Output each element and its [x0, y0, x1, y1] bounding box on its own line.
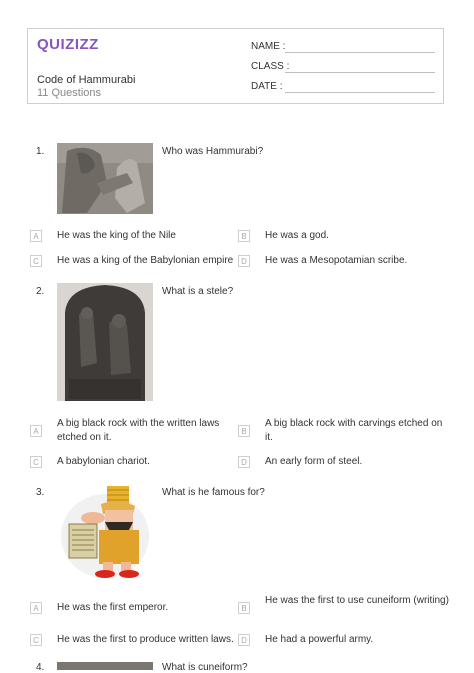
option-text[interactable]: He was the first to use cuneiform (writing) — [265, 595, 449, 606]
question-number: 3. — [36, 487, 45, 498]
worksheet-title: Code of Hammurabi — [37, 74, 136, 86]
worksheet-header — [27, 28, 444, 104]
date-label: DATE : — [251, 81, 283, 92]
stele-photo-image — [57, 283, 153, 401]
option-letter[interactable]: A — [30, 230, 42, 242]
question-number: 4. — [36, 662, 45, 673]
option-text[interactable]: A big black rock with carvings etched on it. — [265, 418, 443, 443]
name-label: NAME : — [251, 41, 286, 52]
option-text[interactable]: He had a powerful army. — [265, 634, 374, 645]
option-text[interactable]: An early form of steel. — [265, 456, 363, 467]
option-text[interactable]: He was the king of the Nile — [57, 230, 176, 241]
option-text[interactable]: He was the first emperor. — [57, 602, 169, 613]
class-label: CLASS : — [251, 61, 290, 72]
quizizz-logo: QUIZIZZ — [37, 36, 99, 53]
option-letter[interactable]: C — [30, 634, 42, 646]
option-text[interactable]: A big black rock with the written laws etched on it. — [57, 418, 220, 443]
name-line — [285, 52, 435, 53]
option-text[interactable]: He was a king of the Babylonian empire — [57, 255, 234, 266]
option-letter[interactable]: C — [30, 456, 42, 468]
stone-relief-image — [57, 143, 153, 214]
question-text: What is cuneiform? — [162, 662, 248, 673]
option-letter[interactable]: A — [30, 602, 42, 614]
question-text: Who was Hammurabi? — [162, 146, 264, 157]
date-line — [285, 92, 435, 93]
class-line — [285, 72, 435, 73]
question-text: What is he famous for? — [162, 487, 265, 498]
option-letter[interactable]: B — [238, 230, 250, 242]
name-field[interactable] — [251, 41, 285, 52]
option-text[interactable]: He was a god. — [265, 230, 329, 241]
option-letter[interactable]: C — [30, 255, 42, 267]
question-text: What is a stele? — [162, 286, 234, 297]
option-letter[interactable]: D — [238, 634, 250, 646]
date-field[interactable] — [251, 81, 282, 92]
option-text[interactable]: He was a Mesopotamian scribe. — [265, 255, 408, 266]
option-letter[interactable]: D — [238, 456, 250, 468]
option-letter[interactable]: A — [30, 425, 42, 437]
question-number: 1. — [36, 146, 45, 157]
option-letter[interactable]: D — [238, 255, 250, 267]
cartoon-king-image — [57, 484, 153, 582]
option-text[interactable]: He was the first to produce written laws. — [57, 634, 234, 645]
option-letter[interactable]: B — [238, 425, 250, 437]
option-letter[interactable]: B — [238, 602, 250, 614]
class-field[interactable] — [251, 61, 289, 72]
option-text[interactable]: A babylonian chariot. — [57, 456, 150, 467]
question-number: 2. — [36, 286, 45, 297]
cuneiform-image — [57, 662, 153, 670]
question-count: 11 Questions — [37, 87, 102, 99]
